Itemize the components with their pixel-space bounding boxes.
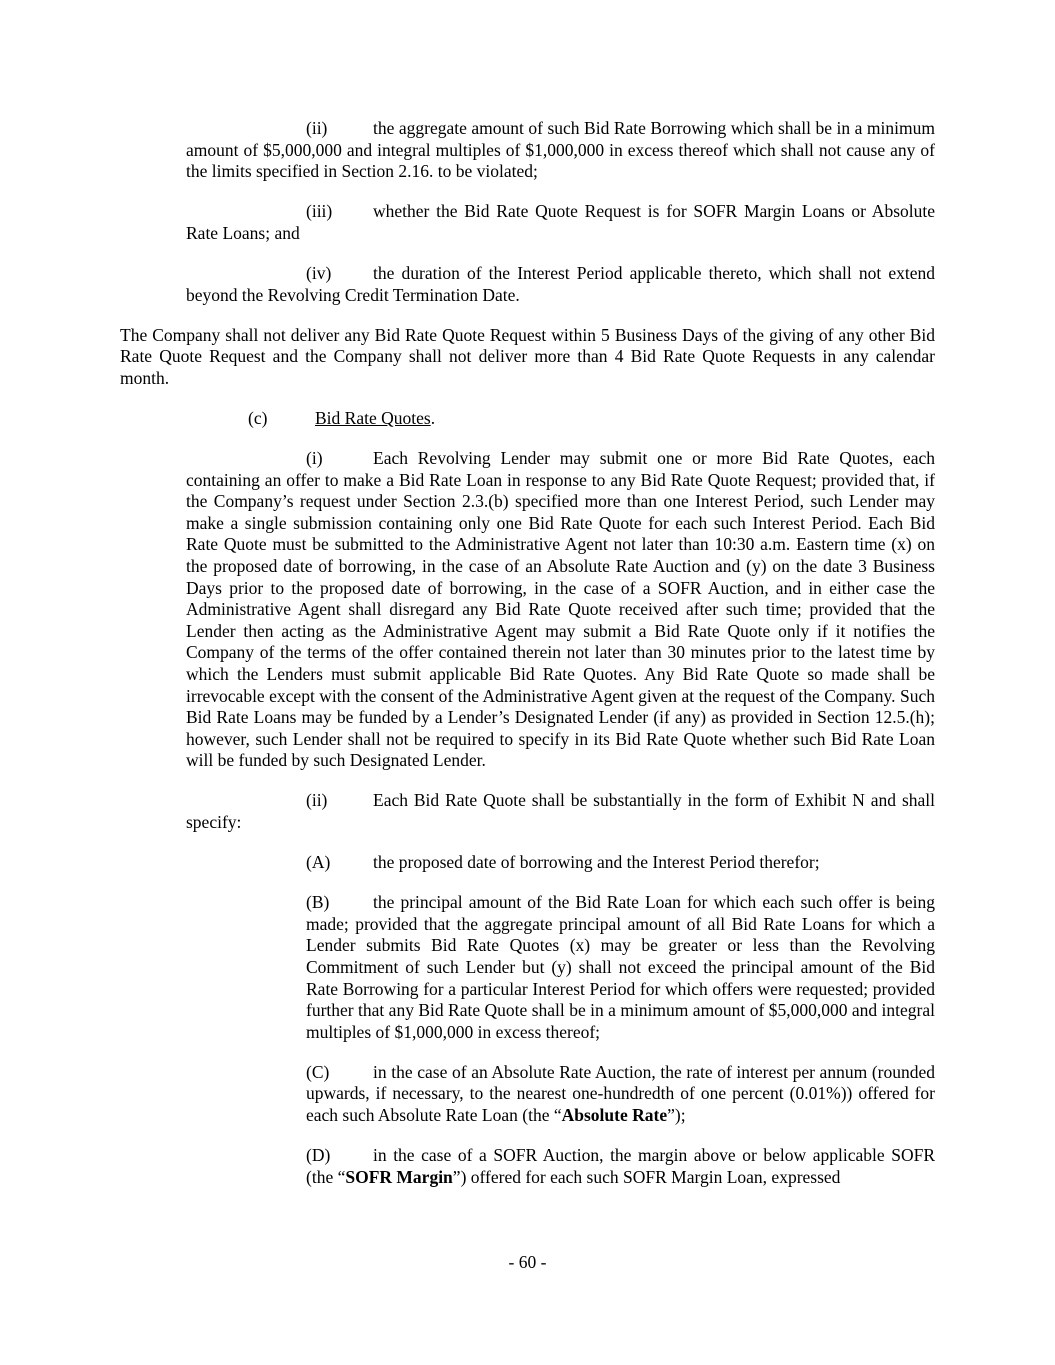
- paragraph-label: (ii): [306, 790, 328, 811]
- paragraph-label: (ii): [306, 118, 328, 138]
- paragraph-label: (c): [248, 407, 268, 428]
- text-run: Each Bid Rate Quote shall be substantially in the form of Exhibit N and shall specify:: [186, 790, 935, 833]
- text-run: in the case of a SOFR Auction, the margin above or below applicable SOFR (the “: [306, 1145, 935, 1187]
- document-body: [120, 118, 935, 1188]
- paragraph-label: (B): [306, 892, 330, 913]
- text-run: ”) offered for each such SOFR Margin Loan, expressed: [452, 1166, 841, 1187]
- text-run: the aggregate amount of such Bid Rate Borrowing which shall be in a minimum amount of $5,000,000 and integral multiples of $1,000,000 in excess thereof which shall not cause any of the limits specified in Section 2.16. to be violated;: [186, 118, 935, 182]
- clause-D-sofr-margin: [306, 1145, 935, 1188]
- clause-ii-form-exhibit-n: [186, 790, 935, 833]
- page-number: - 60 -: [508, 1252, 547, 1272]
- text-run: The Company shall not deliver any Bid Rate Quote Request within 5 Business Days of the giving of any other Bid Rate Quote Request and the Company shall not deliver more than 4 Bid Rate Quote Requests in any calendar month.: [120, 324, 935, 388]
- text-run: the duration of the Interest Period applicable thereto, which shall not extend beyond the Revolving Credit Termination Date.: [186, 262, 935, 305]
- clause-B-principal-amount: [306, 892, 935, 1043]
- paragraph-label: (D): [306, 1145, 331, 1166]
- text-run: Bid Rate Quotes: [315, 407, 431, 428]
- heading-c-bid-rate-quotes: [248, 408, 935, 430]
- text-run: Absolute Rate: [561, 1105, 668, 1126]
- clause-ii-aggregate-amount: [186, 118, 935, 183]
- clause-A-proposed-date: [306, 852, 935, 874]
- paragraph-label: (C): [306, 1061, 330, 1082]
- text-run: whether the Bid Rate Quote Request is for SOFR Margin Loans or Absolute Rate Loans; and: [186, 201, 935, 243]
- paragraph-label: (A): [306, 852, 331, 873]
- text-run: SOFR Margin: [345, 1166, 453, 1187]
- paragraph-delivery-limits: [120, 325, 935, 390]
- paragraph-label: (iv): [306, 262, 332, 283]
- text-run: .: [430, 407, 436, 428]
- text-run: Each Revolving Lender may submit one or more Bid Rate Quotes, each containing an offer to make a Bid Rate Loan in response to any Bid Rate Quote Request; provided that, if the Company’s request under Section 2.3.(b) specified more than one Interest Period, such Lender may make a single submission containing only one Bid Rate Quote for each such Interest Period. Each Bid Rate Quote must be submitted to the Administrative Agent not later than 10:30 a.m. Eastern time (x) on the proposed date of borrowing, in the case of an Absolute Rate Auction and (y) on the date 3 Business Days prior to the proposed date of borrowing, in the case of a SOFR Auction, and in either case the Administrative Agent shall disregard any Bid Rate Quote received after such time; provided that the Lender then acting as the Administrative Agent may submit a Bid Rate Quote only if it notifies the Company of the terms of the offer contained therein not later than 30 minutes prior to the latest time by which the Lenders must submit applicable Bid Rate Quotes. Any Bid Rate Quote so made shall be irrevocable except with the consent of the Administrative Agent given at the request of the Company. Such Bid Rate Loans may be funded by a Lender’s Designated Lender (if any) as provided in Section 12.5.(h); however, such Lender shall not be required to specify in its Bid Rate Quote whether such Bid Rate Loan will be funded by such Designated Lender.: [186, 448, 935, 771]
- text-run: ”);: [667, 1105, 686, 1126]
- clause-C-absolute-rate: [306, 1062, 935, 1127]
- text-run: the proposed date of borrowing and the Interest Period therefor;: [373, 852, 820, 873]
- clause-iii-quote-type: [186, 201, 935, 244]
- clause-iv-duration: [186, 263, 935, 306]
- paragraph-label: (i): [306, 448, 323, 469]
- text-run: in the case of an Absolute Rate Auction, the rate of interest per annum (rounded upwards, if necessary, to the nearest one-hundredth of one percent (0.01%)) offered for each such Absolute Rate Loan (the “: [306, 1061, 935, 1126]
- paragraph-label: (iii): [306, 201, 333, 222]
- clause-i-submission: [186, 448, 935, 772]
- text-run: the principal amount of the Bid Rate Loan for which each such offer is being made; provided that the aggregate principal amount of all Bid Rate Loans for which a Lender submits Bid Rate Quotes (x) may be greater or less than the Revolving Commitment of such Lender but (y) shall not exceed the principal amount of the Bid Rate Borrowing for a particular Interest Period for which offers were requested; provided further that any Bid Rate Quote shall be in a minimum amount of $5,000,000 and integral multiples of $1,000,000 in excess thereof;: [306, 892, 935, 1042]
